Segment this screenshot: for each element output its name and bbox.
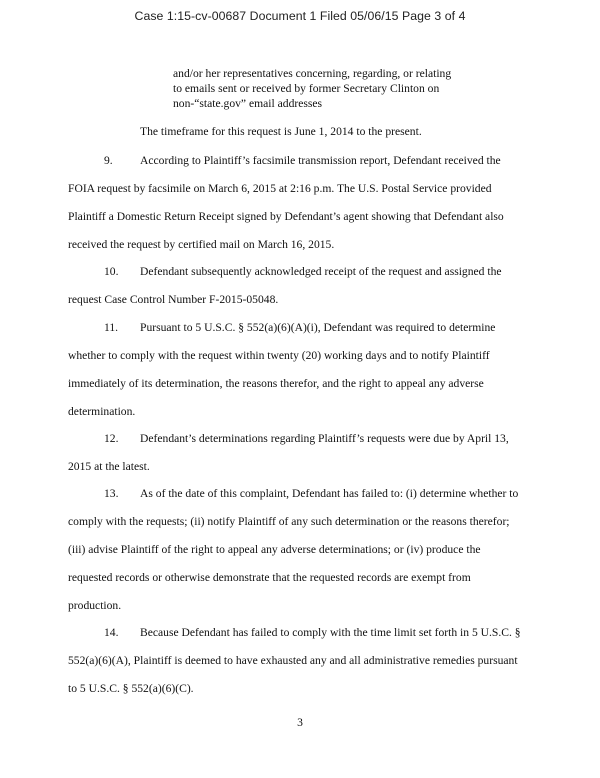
paragraph-number: 13. (104, 487, 119, 500)
paragraph-line: FOIA request by facsimile on March 6, 2015 at 2:16 p.m. The U.S. Postal Service provided (68, 182, 492, 195)
paragraph-number: 9. (104, 154, 113, 167)
case-header: Case 1:15-cv-00687 Document 1 Filed 05/06/15 Page 3 of 4 (134, 9, 466, 23)
paragraph-first-line: Defendant’s determinations regarding Plaintiff’s requests were due by April 13, (140, 432, 509, 445)
paragraph-line: requested records or otherwise demonstrate that the requested records are exempt from (68, 571, 471, 584)
paragraph-line: 2015 at the latest. (68, 460, 150, 473)
paragraph-number: 12. (104, 432, 119, 445)
page-number: 3 (297, 716, 303, 729)
paragraph-number: 14. (104, 626, 119, 639)
paragraph-line: (iii) advise Plaintiff of the right to appeal any adverse determinations; or (iv) produce the (68, 543, 481, 556)
paragraph-number: 10. (104, 265, 119, 278)
paragraph-number: 11. (104, 321, 119, 334)
paragraph-line: immediately of its determination, the reasons therefor, and the right to appeal any adverse (68, 377, 484, 390)
paragraph-line: received the request by certified mail on March 16, 2015. (68, 238, 335, 251)
paragraph-first-line: Because Defendant has failed to comply with the time limit set forth in 5 U.S.C. § (140, 626, 521, 639)
paragraph-line: production. (68, 599, 122, 612)
paragraph-first-line: Pursuant to 5 U.S.C. § 552(a)(6)(A)(i), Defendant was required to determine (140, 321, 496, 334)
block-quote-line: to emails sent or received by former Secretary Clinton on (173, 81, 440, 95)
paragraph-line: 552(a)(6)(A), Plaintiff is deemed to have exhausted any and all administrative remedies pursuant (68, 654, 518, 667)
block-quote (173, 67, 513, 111)
paragraph-first-line: As of the date of this complaint, Defendant has failed to: (i) determine whether to (140, 487, 519, 500)
paragraph-line: determination. (68, 405, 136, 418)
block-quote-line: non-“state.gov” email addresses (173, 96, 323, 110)
paragraph-first-line: Defendant subsequently acknowledged receipt of the request and assigned the (140, 265, 502, 278)
block-quote-line: and/or her representatives concerning, regarding, or relating (173, 67, 452, 80)
paragraph-line: comply with the requests; (ii) notify Plaintiff of any such determination or the reasons therefor; (68, 515, 510, 528)
paragraph-line: request Case Control Number F-2015-05048. (68, 293, 279, 306)
paragraph-line: whether to comply with the request within twenty (20) working days and to notify Plaintiff (68, 349, 490, 362)
timeframe-sentence: The timeframe for this request is June 1, 2014 to the present. (140, 125, 422, 138)
paragraph-line: Plaintiff a Domestic Return Receipt signed by Defendant’s agent showing that Defendant also (68, 210, 504, 223)
paragraph-line: to 5 U.S.C. § 552(a)(6)(C). (68, 682, 194, 695)
paragraph-first-line: According to Plaintiff’s facsimile transmission report, Defendant received the (140, 154, 501, 167)
